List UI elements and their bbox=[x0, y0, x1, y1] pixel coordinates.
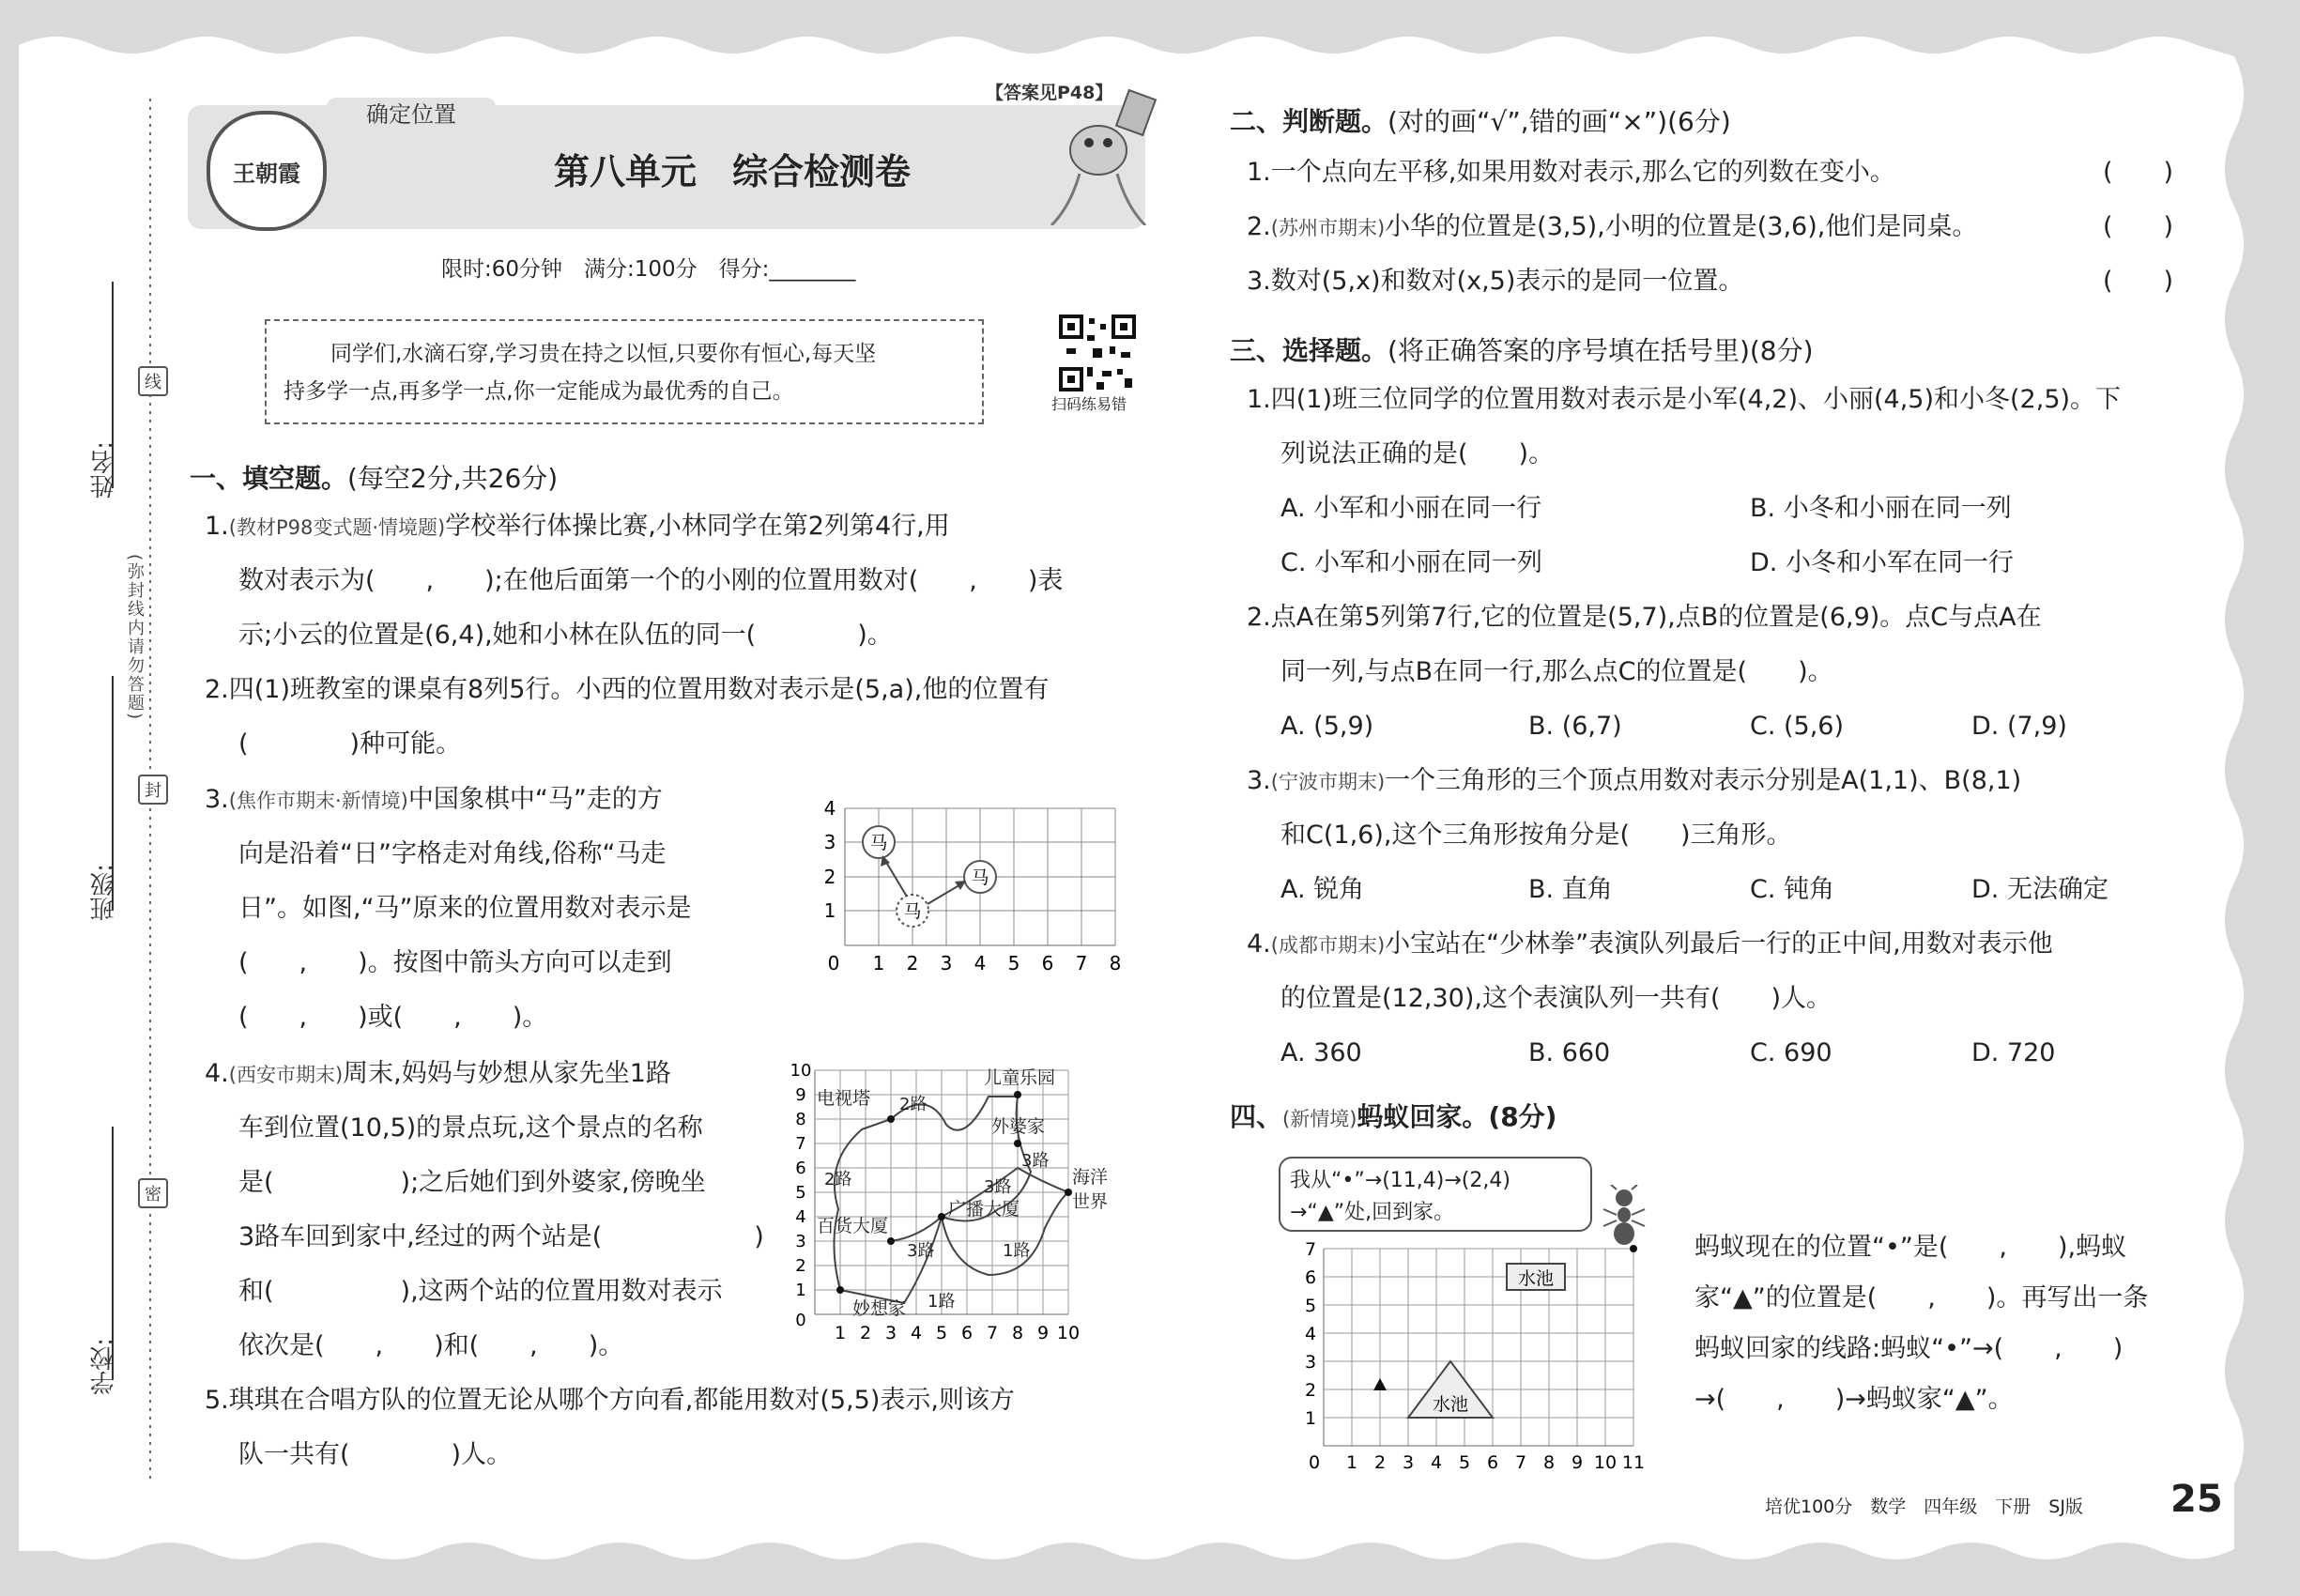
s1-q1-num: 1. bbox=[205, 512, 229, 541]
city-map-chart bbox=[787, 1059, 1115, 1350]
chess-x-tick-6: 6 bbox=[1041, 952, 1054, 974]
ant-x-tick-1: 1 bbox=[1345, 1452, 1358, 1472]
ant-y-tick-4: 4 bbox=[1304, 1324, 1317, 1344]
section3-heading bbox=[1230, 330, 1814, 368]
bubble-line-2: →“▲”处,回到家。 bbox=[1290, 1201, 1455, 1224]
s3-q2-option-c[interactable]: C. (5,6) bbox=[1750, 712, 1845, 741]
map-point-park bbox=[1014, 1091, 1021, 1098]
school-label: 学校: bbox=[90, 1338, 118, 1395]
map-label-route2a: 2路 bbox=[899, 1095, 928, 1114]
ant-x-tick-3: 3 bbox=[1402, 1452, 1415, 1472]
ant-y-tick-3: 3 bbox=[1304, 1352, 1317, 1373]
s3-q4-option-d[interactable]: D. 720 bbox=[1971, 1038, 2056, 1067]
ant-position-marker bbox=[1630, 1245, 1637, 1252]
chess-arrow-2-head bbox=[955, 881, 966, 890]
s1-q3-line3: 日”。如图,“马”原来的位置用数对表示是 bbox=[238, 894, 692, 923]
map-y-tick-8: 8 bbox=[795, 1110, 806, 1129]
s3-q1-text1: 四(1)班三位同学的位置用数对表示是小军(4,2)、小丽(4,5)和小冬(2,5)。下 bbox=[1270, 385, 2122, 414]
name-underline bbox=[111, 282, 115, 488]
s3-q2-num: 2. bbox=[1247, 603, 1271, 632]
s1-q3-line5: ( , )或( , )。 bbox=[238, 1003, 548, 1032]
s3-q4-line2: 的位置是(12,30),这个表演队列一共有( )人。 bbox=[1280, 984, 1832, 1013]
map-label-route1a: 1路 bbox=[1003, 1241, 1031, 1261]
map-label-tv: 电视塔 bbox=[817, 1088, 871, 1109]
ant-x-tick-10: 10 bbox=[1593, 1452, 1618, 1472]
chess-x-tick-1: 1 bbox=[872, 952, 885, 974]
s3-q4-line1 bbox=[1247, 917, 2053, 973]
chess-piece-target-1-label: 马 bbox=[869, 833, 888, 853]
s4-line1: 蚂蚁现在的位置“•”是( , ),蚂蚁 bbox=[1694, 1233, 2127, 1262]
ant-y-tick-6: 6 bbox=[1304, 1267, 1317, 1288]
chess-x-tick-5: 5 bbox=[1007, 952, 1020, 974]
chess-y-tick-4: 4 bbox=[823, 797, 836, 820]
chess-piece-origin-label: 马 bbox=[903, 901, 922, 922]
class-underline bbox=[111, 676, 115, 911]
s1-q4-num: 4. bbox=[205, 1059, 229, 1088]
s4-line4: →( , )→蚂蚁家“▲”。 bbox=[1694, 1385, 2014, 1414]
exam-meta: 限时:60分钟 满分:100分 得分:________ bbox=[441, 257, 856, 282]
s3-q1-line2: 列说法正确的是( )。 bbox=[1280, 439, 1555, 468]
s1-q2-text1: 四(1)班教室的课桌有8列5行。小西的位置用数对表示是(5,a),他的位置有 bbox=[228, 675, 1050, 704]
s1-q4-line5: 和( ),这两个站的位置用数对表示 bbox=[238, 1277, 723, 1306]
s3-q2-line1 bbox=[1247, 591, 2042, 645]
map-point-ocean bbox=[1065, 1189, 1072, 1196]
pond-triangle-label: 水池 bbox=[1432, 1394, 1469, 1415]
ant-home-marker bbox=[1373, 1378, 1387, 1390]
ant-x-tick-5: 5 bbox=[1458, 1452, 1471, 1472]
section4-title2: 蚂蚁回家。(8分) bbox=[1357, 1101, 1557, 1132]
s1-q3-num: 3. bbox=[205, 785, 229, 814]
section3-note: (将正确答案的序号填在括号里)(8分) bbox=[1388, 335, 1814, 366]
page-number: 25 bbox=[2170, 1478, 2223, 1521]
s3-q4-option-a[interactable]: A. 360 bbox=[1280, 1038, 1362, 1067]
s3-q4-option-b[interactable]: B. 660 bbox=[1528, 1038, 1611, 1067]
map-x-tick-4: 4 bbox=[910, 1323, 923, 1343]
s1-q3-tag: (焦作市期末·新情境) bbox=[228, 790, 408, 812]
qr-caption: 扫码练易错 bbox=[1051, 395, 1127, 413]
ant-speech-bubble bbox=[1279, 1157, 1592, 1232]
name-label: 姓名: bbox=[90, 441, 118, 499]
s1-q1-text1: 学校举行体操比赛,小林同学在第2列第4行,用 bbox=[445, 512, 950, 541]
map-y-tick-6: 6 bbox=[795, 1159, 806, 1178]
map-point-home bbox=[836, 1286, 844, 1294]
ant-y-tick-5: 5 bbox=[1304, 1296, 1317, 1316]
s1-q3-line2: 向是沿着“日”字格走对角线,俗称“马走 bbox=[238, 839, 667, 868]
pond-rect-label: 水池 bbox=[1517, 1268, 1555, 1289]
s3-q3-option-c[interactable]: C. 钝角 bbox=[1750, 875, 1835, 904]
page-title: 第八单元 综合检测卷 bbox=[553, 151, 911, 192]
map-x-tick-2: 2 bbox=[859, 1323, 872, 1343]
s3-q4-option-c[interactable]: C. 690 bbox=[1750, 1038, 1832, 1067]
map-label-mall: 百货大厦 bbox=[817, 1216, 889, 1236]
s2-q2 bbox=[1247, 200, 1977, 255]
s3-q2-option-a[interactable]: A. (5,9) bbox=[1280, 712, 1374, 741]
chess-x-tick-3: 3 bbox=[940, 952, 953, 974]
chess-x-tick-4: 4 bbox=[974, 952, 987, 974]
map-y-tick-1: 1 bbox=[795, 1281, 806, 1300]
s3-q3-num: 3. bbox=[1247, 766, 1271, 795]
chess-arrow-1 bbox=[884, 859, 907, 897]
ant-y-tick-2: 2 bbox=[1304, 1380, 1317, 1401]
s1-q2-num: 2. bbox=[205, 675, 229, 704]
motto-box bbox=[265, 319, 984, 424]
map-label-home: 妙想家 bbox=[852, 1298, 907, 1319]
map-x-tick-7: 7 bbox=[986, 1323, 999, 1343]
ant-x-tick-9: 9 bbox=[1571, 1452, 1584, 1472]
s2-q3-num: 3. bbox=[1247, 267, 1271, 296]
seal-line: 线 bbox=[138, 366, 168, 396]
s1-q3-line4: ( , )。按图中箭头方向可以走到 bbox=[238, 948, 672, 977]
s3-q3-line1 bbox=[1247, 754, 2021, 809]
map-x-tick-6: 6 bbox=[960, 1323, 974, 1343]
map-y-tick-0: 0 bbox=[795, 1311, 806, 1330]
cartoon-icon bbox=[1042, 84, 1173, 225]
map-x-tick-1: 1 bbox=[834, 1323, 847, 1343]
s3-q2-line2: 同一列,与点B在同一行,那么点C的位置是( )。 bbox=[1280, 657, 1833, 686]
motto-line-1: 同学们,水滴石穿,学习贵在持之以恒,只要你有恒心,每天坚 bbox=[330, 342, 877, 366]
chess-arrow-2 bbox=[928, 883, 962, 904]
ant-y-tick-1: 1 bbox=[1304, 1408, 1317, 1429]
s3-q1-option-b[interactable]: B. 小冬和小丽在同一列 bbox=[1750, 494, 2012, 523]
map-point-tv bbox=[887, 1115, 895, 1123]
s2-q3-text: 数对(5,x)和数对(x,5)表示的是同一位置。 bbox=[1270, 267, 1744, 296]
s3-q1-option-c[interactable]: C. 小军和小丽在同一列 bbox=[1280, 548, 1543, 577]
ant-x-tick-0: 0 bbox=[1308, 1452, 1321, 1472]
s1-q3-line1 bbox=[205, 773, 663, 828]
s1-q1-line2: 数对表示为( , );在他后面第一个的小刚的位置用数对( , )表 bbox=[238, 566, 1064, 595]
s4-line3: 蚂蚁回家的线路:蚂蚁“•”→( , ) bbox=[1694, 1334, 2124, 1363]
ant-y-tick-7: 7 bbox=[1304, 1239, 1317, 1260]
chess-x-tick-0: 0 bbox=[827, 952, 840, 974]
map-x-tick-9: 9 bbox=[1036, 1323, 1050, 1343]
school-underline bbox=[111, 1127, 115, 1380]
s1-q4-tag: (西安市期末) bbox=[228, 1064, 344, 1086]
map-label-grandma: 外婆家 bbox=[991, 1116, 1046, 1137]
map-point-grandma bbox=[1014, 1140, 1021, 1147]
seal-secret: 密 bbox=[138, 1178, 168, 1208]
s2-q1 bbox=[1247, 146, 1895, 200]
ant-x-tick-11: 11 bbox=[1621, 1452, 1646, 1472]
chess-piece-target-2-label: 马 bbox=[971, 867, 989, 888]
s1-q4-line4: 3路车回到家中,经过的两个站是( ) bbox=[238, 1222, 764, 1251]
ant-x-tick-4: 4 bbox=[1430, 1452, 1443, 1472]
map-y-tick-7: 7 bbox=[795, 1134, 806, 1154]
s1-q5-line2: 队一共有( )人。 bbox=[238, 1440, 513, 1469]
s1-q4-text1: 周末,妈妈与妙想从家先坐1路 bbox=[343, 1059, 671, 1088]
section1-title: 一、填空题。 bbox=[190, 463, 348, 494]
section4-title: 四、 bbox=[1230, 1101, 1283, 1132]
qr-code-icon[interactable] bbox=[1059, 315, 1136, 391]
s1-q2-line1 bbox=[205, 663, 1049, 717]
ant-x-tick-2: 2 bbox=[1373, 1452, 1387, 1472]
s1-q1-tag: (教材P98变式题·情境题) bbox=[228, 516, 446, 539]
motto-line-2: 持多学一点,再多学一点,你一定能成为最优秀的自己。 bbox=[284, 379, 794, 404]
section1-note: (每空2分,共26分) bbox=[347, 463, 559, 494]
s1-q3-text1: 中国象棋中“马”走的方 bbox=[407, 785, 663, 814]
chess-y-tick-3: 3 bbox=[823, 831, 836, 853]
s3-q1-option-d[interactable]: D. 小冬和小军在同一行 bbox=[1750, 548, 2014, 577]
map-label-route3b: 3路 bbox=[984, 1177, 1012, 1197]
s1-q4-line6: 依次是( , )和( , )。 bbox=[238, 1331, 624, 1360]
chess-x-tick-8: 8 bbox=[1109, 952, 1122, 974]
map-x-tick-5: 5 bbox=[935, 1323, 948, 1343]
s3-q1-option-a[interactable]: A. 小军和小丽在同一行 bbox=[1280, 494, 1542, 523]
map-y-tick-2: 2 bbox=[795, 1256, 806, 1276]
answer-reference: 【答案见P48】 bbox=[986, 83, 1113, 103]
map-x-tick-10: 10 bbox=[1056, 1323, 1081, 1343]
s1-q5-text1: 琪琪在合唱方队的位置无论从哪个方向看,都能用数对(5,5)表示,则该方 bbox=[228, 1386, 1015, 1415]
s4-line2: 家“▲”的位置是( , )。再写出一条 bbox=[1694, 1283, 2149, 1312]
s2-q3-answer-blank[interactable]: ( ) bbox=[2103, 267, 2174, 296]
s3-q2-text1: 点A在第5列第7行,它的位置是(5,7),点B的位置是(6,9)。点C与点A在 bbox=[1270, 603, 2042, 632]
section3-title: 三、选择题。 bbox=[1230, 335, 1388, 366]
map-y-tick-5: 5 bbox=[795, 1183, 806, 1203]
map-label-route3a: 3路 bbox=[1021, 1151, 1050, 1171]
chess-y-tick-1: 1 bbox=[823, 899, 836, 922]
ant-grid-chart bbox=[1296, 1237, 1652, 1472]
s2-q1-text: 一个点向左平移,如果用数对表示,那么它的列数在变小。 bbox=[1270, 158, 1895, 187]
no-answer-notice: (弥封线内请勿答题) bbox=[125, 554, 145, 722]
s3-q3-text1: 一个三角形的三个顶点用数对表示分别是A(1,1)、B(8,1) bbox=[1385, 766, 2022, 795]
s3-q2-option-b[interactable]: B. (6,7) bbox=[1528, 712, 1622, 741]
s3-q3-option-a[interactable]: A. 锐角 bbox=[1280, 875, 1365, 904]
map-label-ocean2: 世界 bbox=[1072, 1191, 1109, 1212]
s2-q2-answer-blank[interactable]: ( ) bbox=[2103, 212, 2174, 241]
map-label-route1b: 1路 bbox=[928, 1292, 956, 1312]
section1-heading bbox=[190, 458, 558, 496]
s2-q3 bbox=[1247, 254, 1743, 309]
ant-x-tick-7: 7 bbox=[1514, 1452, 1527, 1472]
chess-y-tick-2: 2 bbox=[823, 866, 836, 888]
s3-q4-num: 4. bbox=[1247, 929, 1271, 959]
map-y-tick-4: 4 bbox=[795, 1207, 806, 1227]
s3-q3-tag: (宁波市期末) bbox=[1270, 771, 1386, 793]
s1-q1-line3: 示;小云的位置是(6,4),她和小林在队伍的同一( )。 bbox=[238, 621, 893, 650]
s3-q4-tag: (成都市期末) bbox=[1270, 934, 1386, 957]
publisher-logo: 王朝霞 bbox=[207, 111, 327, 231]
ant-x-tick-8: 8 bbox=[1542, 1452, 1556, 1472]
map-x-tick-3: 3 bbox=[884, 1323, 897, 1343]
map-label-broadcast: 广播大厦 bbox=[948, 1199, 1020, 1220]
bubble-line-1: 我从“•”→(11,4)→(2,4) bbox=[1290, 1169, 1510, 1192]
map-label-route3c: 3路 bbox=[907, 1241, 935, 1261]
section4-heading bbox=[1230, 1097, 1556, 1134]
section2-title: 二、判断题。 bbox=[1230, 106, 1388, 137]
chess-x-tick-2: 2 bbox=[906, 952, 919, 974]
s1-q5-num: 5. bbox=[205, 1386, 229, 1415]
s3-q3-option-d[interactable]: D. 无法确定 bbox=[1971, 875, 2108, 904]
s2-q2-text: 小华的位置是(3,5),小明的位置是(3,6),他们是同桌。 bbox=[1385, 212, 1978, 241]
s1-q4-line2: 车到位置(10,5)的景点玩,这个景点的名称 bbox=[238, 1113, 703, 1143]
section2-note: (对的画“√”,错的画“×”)(6分) bbox=[1388, 106, 1731, 137]
footer-series: 培优100分 数学 四年级 下册 SJ版 bbox=[1765, 1496, 2083, 1517]
s1-q1-line1 bbox=[205, 499, 950, 555]
map-point-broadcast bbox=[938, 1213, 945, 1220]
seal-seal: 封 bbox=[138, 775, 168, 805]
map-y-tick-10: 10 bbox=[790, 1061, 812, 1081]
map-label-route2b: 2路 bbox=[824, 1170, 852, 1189]
s1-q2-line2: ( )种可能。 bbox=[238, 729, 462, 759]
s3-q4-text1: 小宝站在“少林拳”表演队列最后一行的正中间,用数对表示他 bbox=[1385, 929, 2053, 959]
map-y-tick-9: 9 bbox=[795, 1085, 806, 1105]
map-label-ocean: 海洋 bbox=[1072, 1167, 1109, 1188]
section2-heading bbox=[1230, 101, 1731, 139]
s3-q3-option-b[interactable]: B. 直角 bbox=[1528, 875, 1613, 904]
section4-tag: (新情境) bbox=[1282, 1108, 1357, 1130]
class-label: 班级: bbox=[90, 864, 118, 921]
chess-x-tick-7: 7 bbox=[1075, 952, 1088, 974]
map-label-park: 儿童乐园 bbox=[984, 1067, 1056, 1088]
s2-q1-answer-blank[interactable]: ( ) bbox=[2103, 158, 2174, 187]
map-x-tick-8: 8 bbox=[1011, 1323, 1024, 1343]
s2-q2-tag: (苏州市期末) bbox=[1270, 217, 1386, 239]
map-point-mall bbox=[887, 1237, 895, 1245]
s3-q1-line1 bbox=[1247, 373, 2121, 427]
map-y-tick-3: 3 bbox=[795, 1232, 806, 1251]
s1-q5-line1 bbox=[205, 1373, 1015, 1428]
s2-q2-num: 2. bbox=[1247, 212, 1271, 241]
ant-x-tick-6: 6 bbox=[1486, 1452, 1499, 1472]
s1-q4-line3: 是( );之后她们到外婆家,傍晚坐 bbox=[238, 1168, 706, 1197]
s1-q4-line1 bbox=[205, 1047, 671, 1102]
topic-tab: 确定位置 bbox=[327, 98, 496, 131]
s3-q2-option-d[interactable]: D. (7,9) bbox=[1971, 712, 2067, 741]
s3-q1-num: 1. bbox=[1247, 385, 1271, 414]
s3-q3-line2: 和C(1,6),这个三角形按角分是( )三角形。 bbox=[1280, 821, 1792, 850]
chess-grid-chart bbox=[817, 793, 1136, 981]
s2-q1-num: 1. bbox=[1247, 158, 1271, 187]
